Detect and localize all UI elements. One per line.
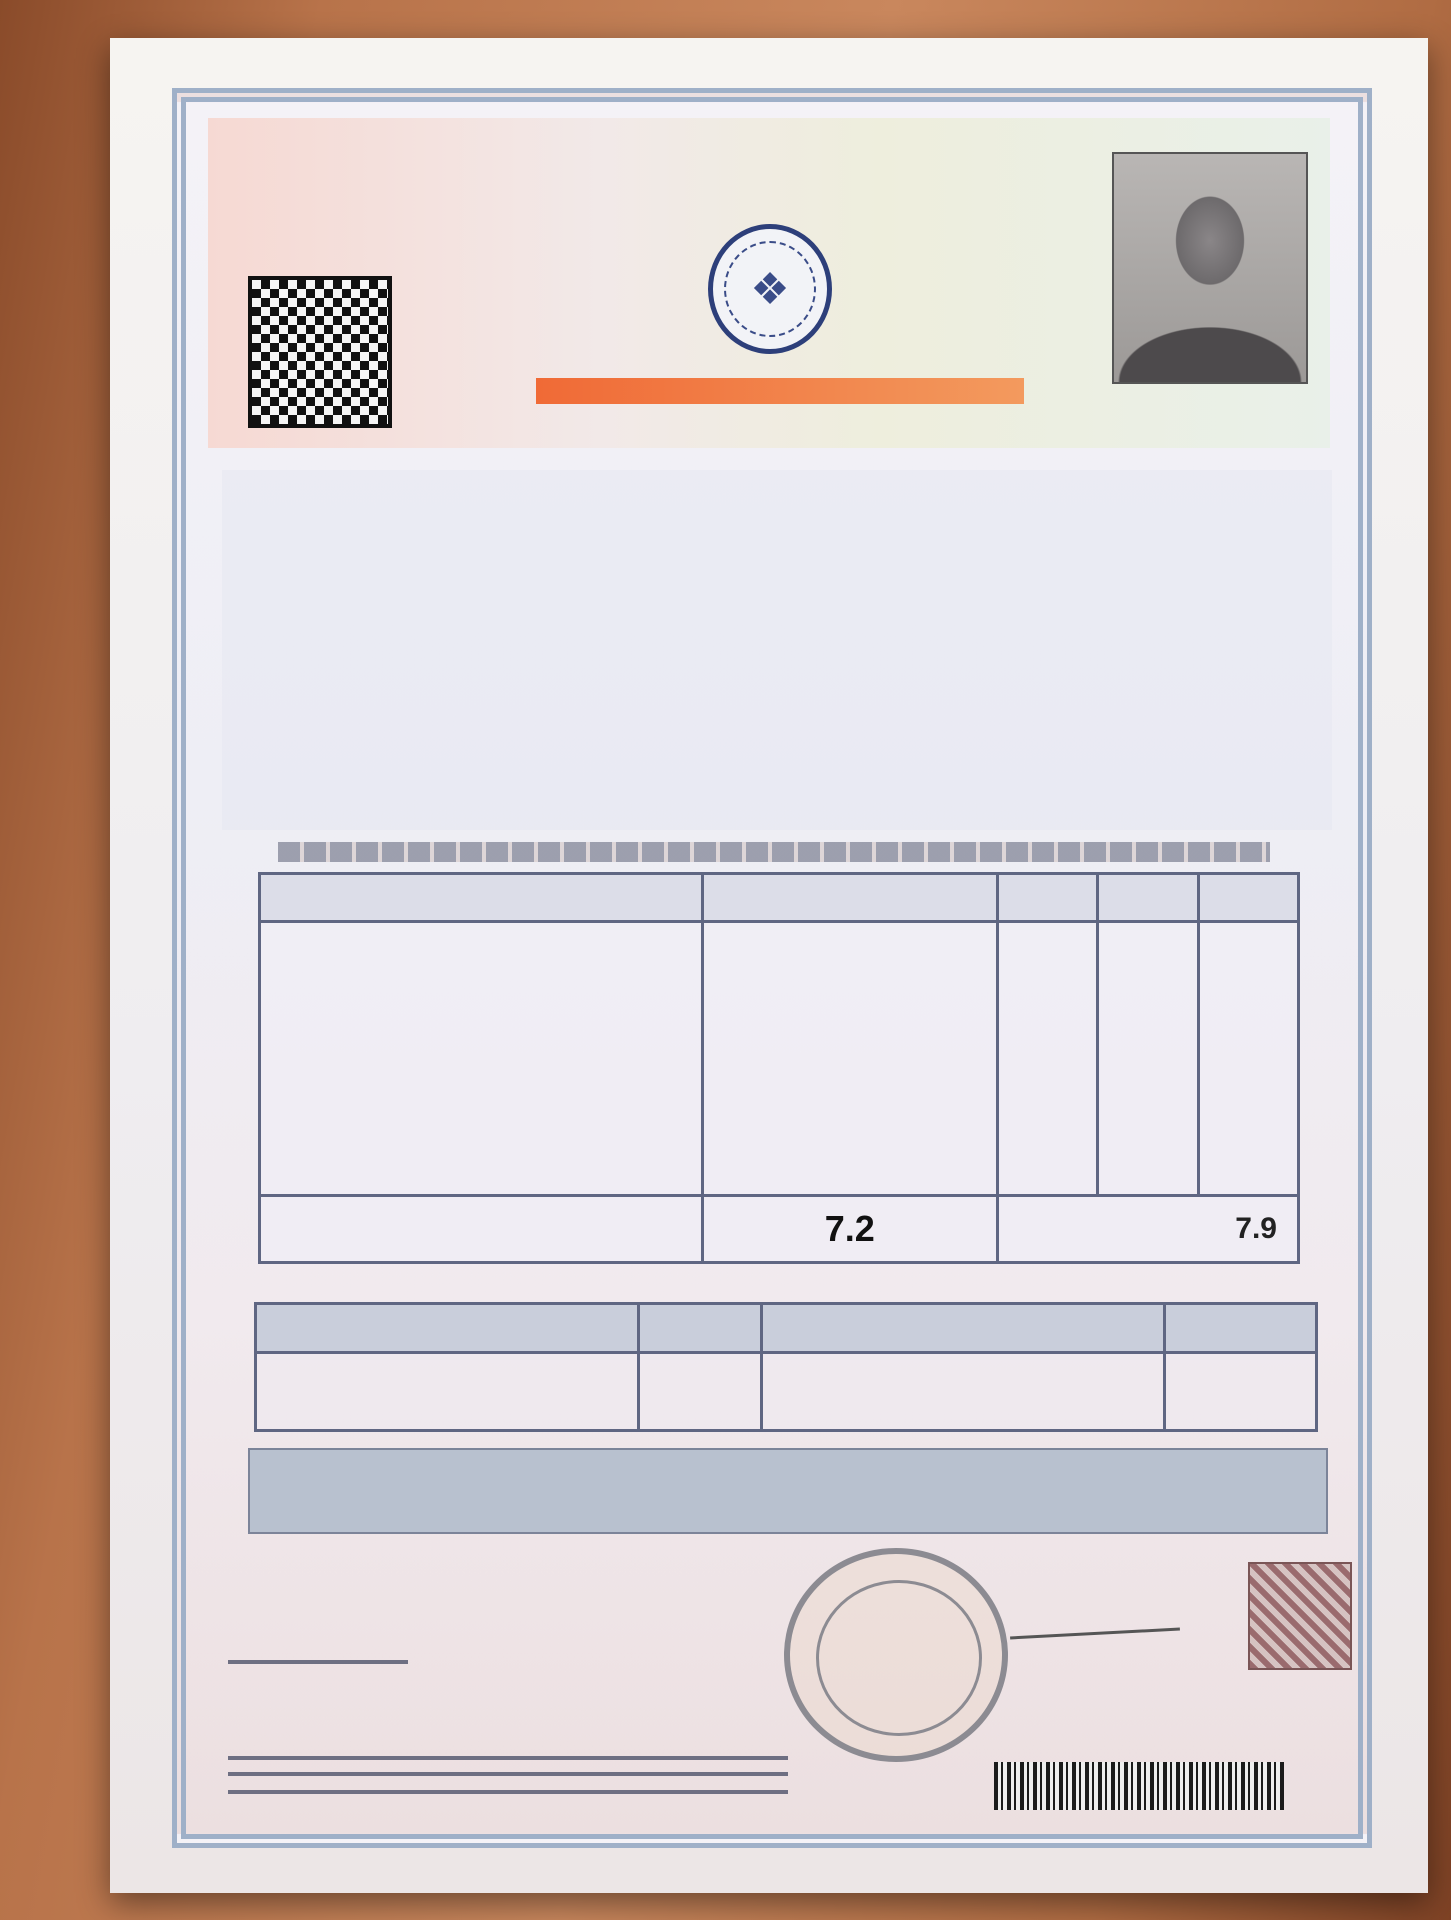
total-grade: 7.9 bbox=[997, 1196, 1298, 1263]
table-cell bbox=[703, 1014, 998, 1059]
seal-icon bbox=[784, 1548, 1008, 1762]
table-cell bbox=[997, 1149, 1097, 1196]
table-cell bbox=[1098, 1104, 1198, 1149]
table-cell bbox=[997, 1059, 1097, 1104]
column-header bbox=[260, 874, 703, 922]
table-cell bbox=[997, 1014, 1097, 1059]
divider bbox=[228, 1790, 788, 1794]
table-cell bbox=[1098, 1149, 1198, 1196]
table-row bbox=[260, 1104, 1299, 1149]
table-cell bbox=[256, 1391, 639, 1430]
table-cell bbox=[1198, 1104, 1298, 1149]
table-cell bbox=[1165, 1352, 1317, 1391]
subject-cell bbox=[260, 1104, 703, 1149]
table-cell bbox=[703, 1149, 998, 1196]
column-header bbox=[1198, 874, 1298, 922]
section-divider bbox=[278, 842, 1270, 862]
certificate-banner bbox=[536, 378, 1024, 404]
table-cell bbox=[1098, 1059, 1198, 1104]
table-cell bbox=[703, 922, 998, 969]
barcode-icon bbox=[994, 1762, 1284, 1810]
table-cell bbox=[1198, 1149, 1298, 1196]
table-cell bbox=[703, 1059, 998, 1104]
subject-cell bbox=[260, 1014, 703, 1059]
total-label bbox=[260, 1196, 703, 1263]
table-cell bbox=[1098, 1014, 1198, 1059]
table-cell bbox=[762, 1391, 1165, 1430]
divider bbox=[228, 1756, 788, 1760]
column-header bbox=[762, 1304, 1165, 1353]
table-cell bbox=[997, 922, 1097, 969]
marks-table bbox=[258, 872, 1300, 1264]
table-row bbox=[260, 968, 1299, 1013]
table-cell bbox=[1198, 922, 1298, 969]
table-cell bbox=[1098, 922, 1198, 969]
table-row bbox=[260, 922, 1299, 969]
column-header bbox=[1098, 874, 1198, 922]
emblem-inner-icon: ❖ bbox=[724, 241, 816, 337]
divider bbox=[228, 1772, 788, 1776]
table-row bbox=[256, 1391, 1317, 1430]
total-row bbox=[260, 1196, 1299, 1263]
additional-table bbox=[254, 1302, 1318, 1432]
table-cell bbox=[1098, 968, 1198, 1013]
column-header bbox=[703, 874, 998, 922]
table-cell bbox=[1198, 968, 1298, 1013]
table-row bbox=[256, 1352, 1317, 1391]
divider bbox=[228, 1660, 408, 1664]
column-header bbox=[639, 1304, 762, 1353]
column-header bbox=[256, 1304, 639, 1353]
total-value: 7.2 bbox=[703, 1196, 998, 1263]
table-cell bbox=[703, 968, 998, 1013]
table-cell bbox=[1198, 1059, 1298, 1104]
subject-cell bbox=[260, 922, 703, 969]
table-row bbox=[260, 1059, 1299, 1104]
table-cell bbox=[256, 1352, 639, 1391]
result-box bbox=[248, 1448, 1328, 1534]
column-header bbox=[997, 874, 1097, 922]
table-row bbox=[260, 1149, 1299, 1196]
table-header-row bbox=[256, 1304, 1317, 1353]
emblem-icon bbox=[708, 224, 832, 354]
table-cell bbox=[1198, 1014, 1298, 1059]
table-cell bbox=[762, 1352, 1165, 1391]
table-row bbox=[260, 1014, 1299, 1059]
qr-code-icon bbox=[248, 276, 392, 428]
subject-cell bbox=[260, 1059, 703, 1104]
table-cell bbox=[703, 1104, 998, 1149]
table-cell bbox=[1165, 1391, 1317, 1430]
table-cell bbox=[639, 1391, 762, 1430]
candidate-details bbox=[222, 470, 1332, 830]
table-header-row bbox=[260, 874, 1299, 922]
column-header bbox=[1165, 1304, 1317, 1353]
candidate-photo bbox=[1112, 152, 1308, 384]
subject-cell bbox=[260, 1149, 703, 1196]
stamp-icon bbox=[1248, 1562, 1352, 1670]
table-cell bbox=[997, 1104, 1097, 1149]
subject-cell bbox=[260, 968, 703, 1013]
table-cell bbox=[997, 968, 1097, 1013]
table-cell bbox=[639, 1352, 762, 1391]
